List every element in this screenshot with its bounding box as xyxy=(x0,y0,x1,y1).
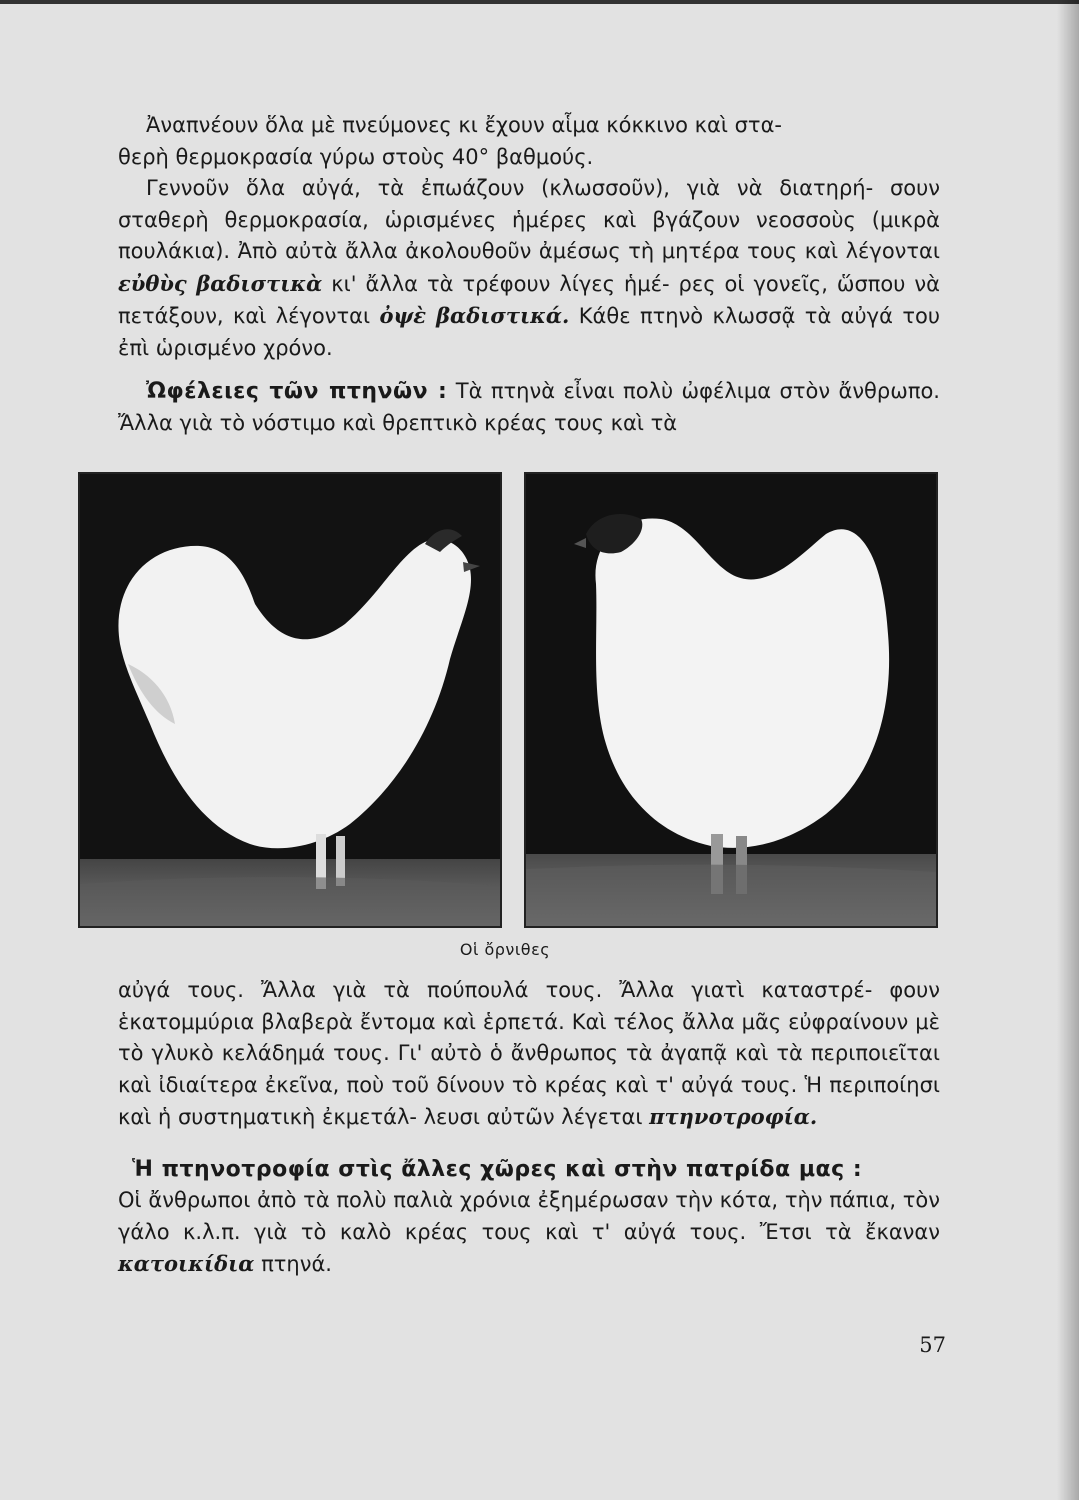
page-edge-shadow xyxy=(1057,0,1079,1500)
paragraph-eggs-text-1: Γεννοῦν ὅλα αὐγά, τὰ ἐπωάζουν (κλωσσοῦν), γιὰ νὰ διατηρή- σουν σταθερὴ θερμοκρασία, ὡρισμένες ἡμέρες καὶ βγάζουν νεοσσοὺς (μικρὰ πουλάκια). Ἀπὸ αὐτὰ ἄλλα ἀκολουθοῦν ἀμέσως τὴ μητέρα τους καὶ λέγονται xyxy=(118,176,940,263)
paragraph-uses-text: αὐγά τους. Ἄλλα γιὰ τὰ πούπουλά τους. Ἄλλα γιατὶ καταστρέ- φουν ἑκατομμύρια βλαβερὰ ἔντομα καὶ ἑρπετά. Καὶ τέλος ἄλλα μᾶς εὐφραίνουν μὲ τὸ γλυκὸ κελάδημά τους. Γι' αὐτὸ ὁ ἄνθρωπος τὰ ἀγαπᾷ καὶ τὰ περιποιεῖται καὶ ἰδιαίτερα ἐκεῖνα, ποὺ τοῦ δίνουν τὸ κρέας καὶ τ' αὐγά τους. Ἡ περιποίησι καὶ ἡ συστηματικὴ ἐκμετάλ- λευσι αὐτῶν λέγεται xyxy=(118,978,940,1129)
paragraph-eggs-text-2: κι' ἄλλα τὰ τρέφουν λίγες ἡμέ- ρες οἱ γονεῖς, ὥσπου νὰ πετάξουν, καὶ λέγονται xyxy=(118,271,940,328)
page-number: 57 xyxy=(919,1333,946,1357)
hen-illustration xyxy=(526,474,936,926)
page-top-edge xyxy=(0,0,1079,4)
heading-benefits: Ὠφέλειες τῶν πτηνῶν : xyxy=(146,379,448,404)
photo-rooster xyxy=(78,472,502,928)
paragraph-eggs xyxy=(118,173,940,364)
term-domestic: κατοικίδια xyxy=(118,1251,255,1276)
paragraph-respiration xyxy=(118,110,940,173)
paragraph-respiration-line1: Ἀναπνέουν ὅλα μὲ πνεύμονες κι ἔχουν αἷμα κόκκινο καὶ στα- xyxy=(146,113,782,137)
paragraph-benefits xyxy=(118,376,940,439)
paragraph-poultry-history xyxy=(118,1154,940,1281)
paragraph-poultry-text-1: Οἱ ἄνθρωποι ἀπὸ τὰ πολὺ παλιὰ χρόνια ἐξημέρωσαν τὴν κότα, τὴν πάπια, τὸν γάλο κ.λ.π. γιὰ τὸ καλὸ κρέας τους καὶ τ' αὐγά τους. Ἔτσι τὰ ἔκαναν xyxy=(118,1188,940,1244)
text-block-top xyxy=(118,110,940,439)
paragraph-respiration-line2: θερὴ θερμοκρασία γύρω στοὺς 40° βαθμούς. xyxy=(118,144,594,169)
paragraph-eggs-text-3: Κάθε πτηνὸ κλωσσᾷ τὰ αὐγά του ἐπὶ ὡρισμένο χρόνο. xyxy=(118,304,940,360)
paragraph-uses xyxy=(118,975,940,1134)
term-poultry-farming: πτηνοτροφία. xyxy=(649,1104,818,1129)
text-block-bottom xyxy=(118,975,940,1281)
photo-hen xyxy=(524,472,938,928)
figure-caption: Οἱ ὄρνιθες xyxy=(459,940,551,959)
term-altricial: ὀψὲ βαδιστικά. xyxy=(379,303,570,328)
heading-poultry-countries: Ἡ πτηνοτροφία στὶς ἄλλες χῶρες καὶ στὴν πατρίδα μας : xyxy=(132,1156,863,1182)
rooster-illustration xyxy=(80,474,500,926)
paragraph-poultry-text-2: πτηνά. xyxy=(261,1252,332,1276)
paragraph-benefits-text: Τὰ πτηνὰ εἶναι πολὺ ὠφέλιμα στὸν ἄνθρωπο. Ἄλλα γιὰ τὸ νόστιμο καὶ θρεπτικὸ κρέας τους καὶ τὰ xyxy=(118,379,940,435)
term-precocial: εὐθὺς βαδιστικὰ xyxy=(118,270,323,296)
